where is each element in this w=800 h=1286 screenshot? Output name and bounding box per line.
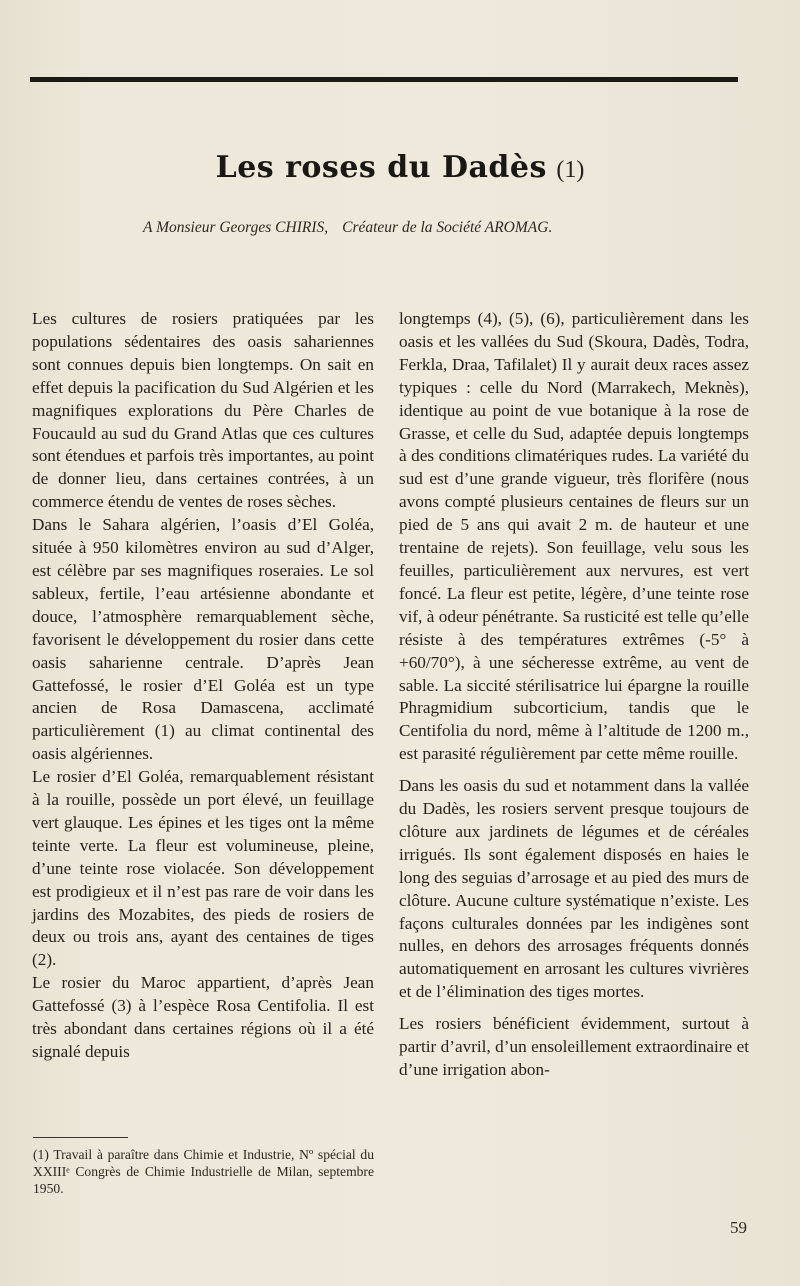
dedication bbox=[143, 219, 663, 237]
paragraph: longtemps (4), (5), (6), particulièrement dans les oasis et les vallées du Sud (Skoura, Dadès, Todra, Ferkla, Draa, Tafilalet) Il y aurait deux races assez typiques : celle du Nord (Marrakech, Meknès), identique au point de vue botanique à la rose de Grasse, et celle du Sud, adaptée depuis longtemps à des conditions climatériques rudes. La variété du sud est d’une grande vigueur, très florifère (nous avons compté plusieurs centaines de fleurs sur un pied de 5 ans qui avait 2 m. de hauteur et une trentaine de rejets). Son feuillage, velu sous les feuilles, particulièrement aux nervures, est vert foncé. La fleur est petite, légère, d’une teinte rose vif, à odeur pénétrante. Sa rusticité est telle qu’elle résiste à des températures extrêmes (-5° à +60/70°), à une sécheresse extrême, au vent de sable. La siccité stérilisatrice lui épargne la rouille Phragmidium subcorticium, tandis que le Centifolia du nord, même à l’altitude de 1200 m., est parasité régulièrement par cette même rouille. bbox=[399, 309, 749, 764]
dedication-recipient: A Monsieur Georges CHIRIS, bbox=[143, 219, 329, 236]
article-title-text: Les roses du Dadès bbox=[215, 150, 547, 185]
footnote: (1) Travail à paraître dans Chimie et Industrie, Nº spécial du XXIIIᵉ Congrès de Chimie Industrielle de Milan, septembre 1950. bbox=[33, 1147, 374, 1196]
paragraph: Les cultures de rosiers pratiquées par les populations sédentaires des oasis sahariennes sont connues depuis bien longtemps. On sait en effet depuis la pacification du Sud Algérien et les magnifiques explorations du Père Charles de Foucauld au sud du Grand Atlas que ces cultures sont étendues et parfois très importantes, au point de donner lieu, dans certaines contrées, à un commerce étendu de ventes de roses sèches. bbox=[32, 309, 374, 512]
paragraph: Les rosiers bénéficient évidemment, surtout à partir d’avril, d’un ensoleillement extraordinaire et d’une irrigation abon- bbox=[399, 1014, 749, 1079]
paragraph: Dans les oasis du sud et notamment dans la vallée du Dadès, les rosiers servent presque toujours de clôture aux jardinets de légumes et de céréales irrigués. Ils sont également disposés en haies le long des seguias d’arrosage et au pied des murs de clôture. Aucune culture systématique n’existe. Les façons culturales données par les indigènes sont nulles, en dehors des arrosages fréquents donnés automatiquement en arrosant les cultures vivrières et de l’élimination des tiges mortes. bbox=[399, 776, 749, 1002]
left-column bbox=[32, 308, 374, 1064]
footnote-rule bbox=[33, 1137, 128, 1138]
paragraph: Le rosier du Maroc appartient, d’après Jean Gattefossé (3) à l’espèce Rosa Centifolia. Il est très abondant dans certaines régions où il a été signalé depuis bbox=[32, 973, 374, 1061]
article-title bbox=[0, 150, 800, 185]
paragraph: Dans le Sahara algérien, l’oasis d’El Goléa, située à 950 kilomètres environ au sud d’Alger, est célèbre par ses magnifiques roseraies. Le sol sableux, fertile, l’eau artésienne abondante et douce, l’atmosphère remarquablement sèche, favorisent le développement du rosier dans cette oasis saharienne centrale. D’après Jean Gattefossé, le rosier d’El Goléa est un type ancien de Rosa Damascena, acclimaté particulièrement (1) au climat continental des oasis algériennes. bbox=[32, 515, 374, 764]
header-rule bbox=[30, 77, 738, 82]
right-column bbox=[399, 308, 749, 1082]
dedication-title: Créateur de la Société AROMAG. bbox=[342, 219, 553, 236]
page-number: 59 bbox=[730, 1218, 747, 1237]
paragraph: Le rosier d’El Goléa, remarquablement résistant à la rouille, possède un port élevé, un feuillage vert glauque. Les épines et les tiges ont la même teinte verte. La fleur est volumineuse, pleine, d’une teinte rose violacée. Son développement est prodigieux et il n’est pas rare de voir dans les jardins des Mozabites, des pieds de rosiers de deux ou trois ans, ayant des centaines de tiges (2). bbox=[32, 767, 374, 970]
title-footnote-marker: (1) bbox=[556, 157, 585, 183]
